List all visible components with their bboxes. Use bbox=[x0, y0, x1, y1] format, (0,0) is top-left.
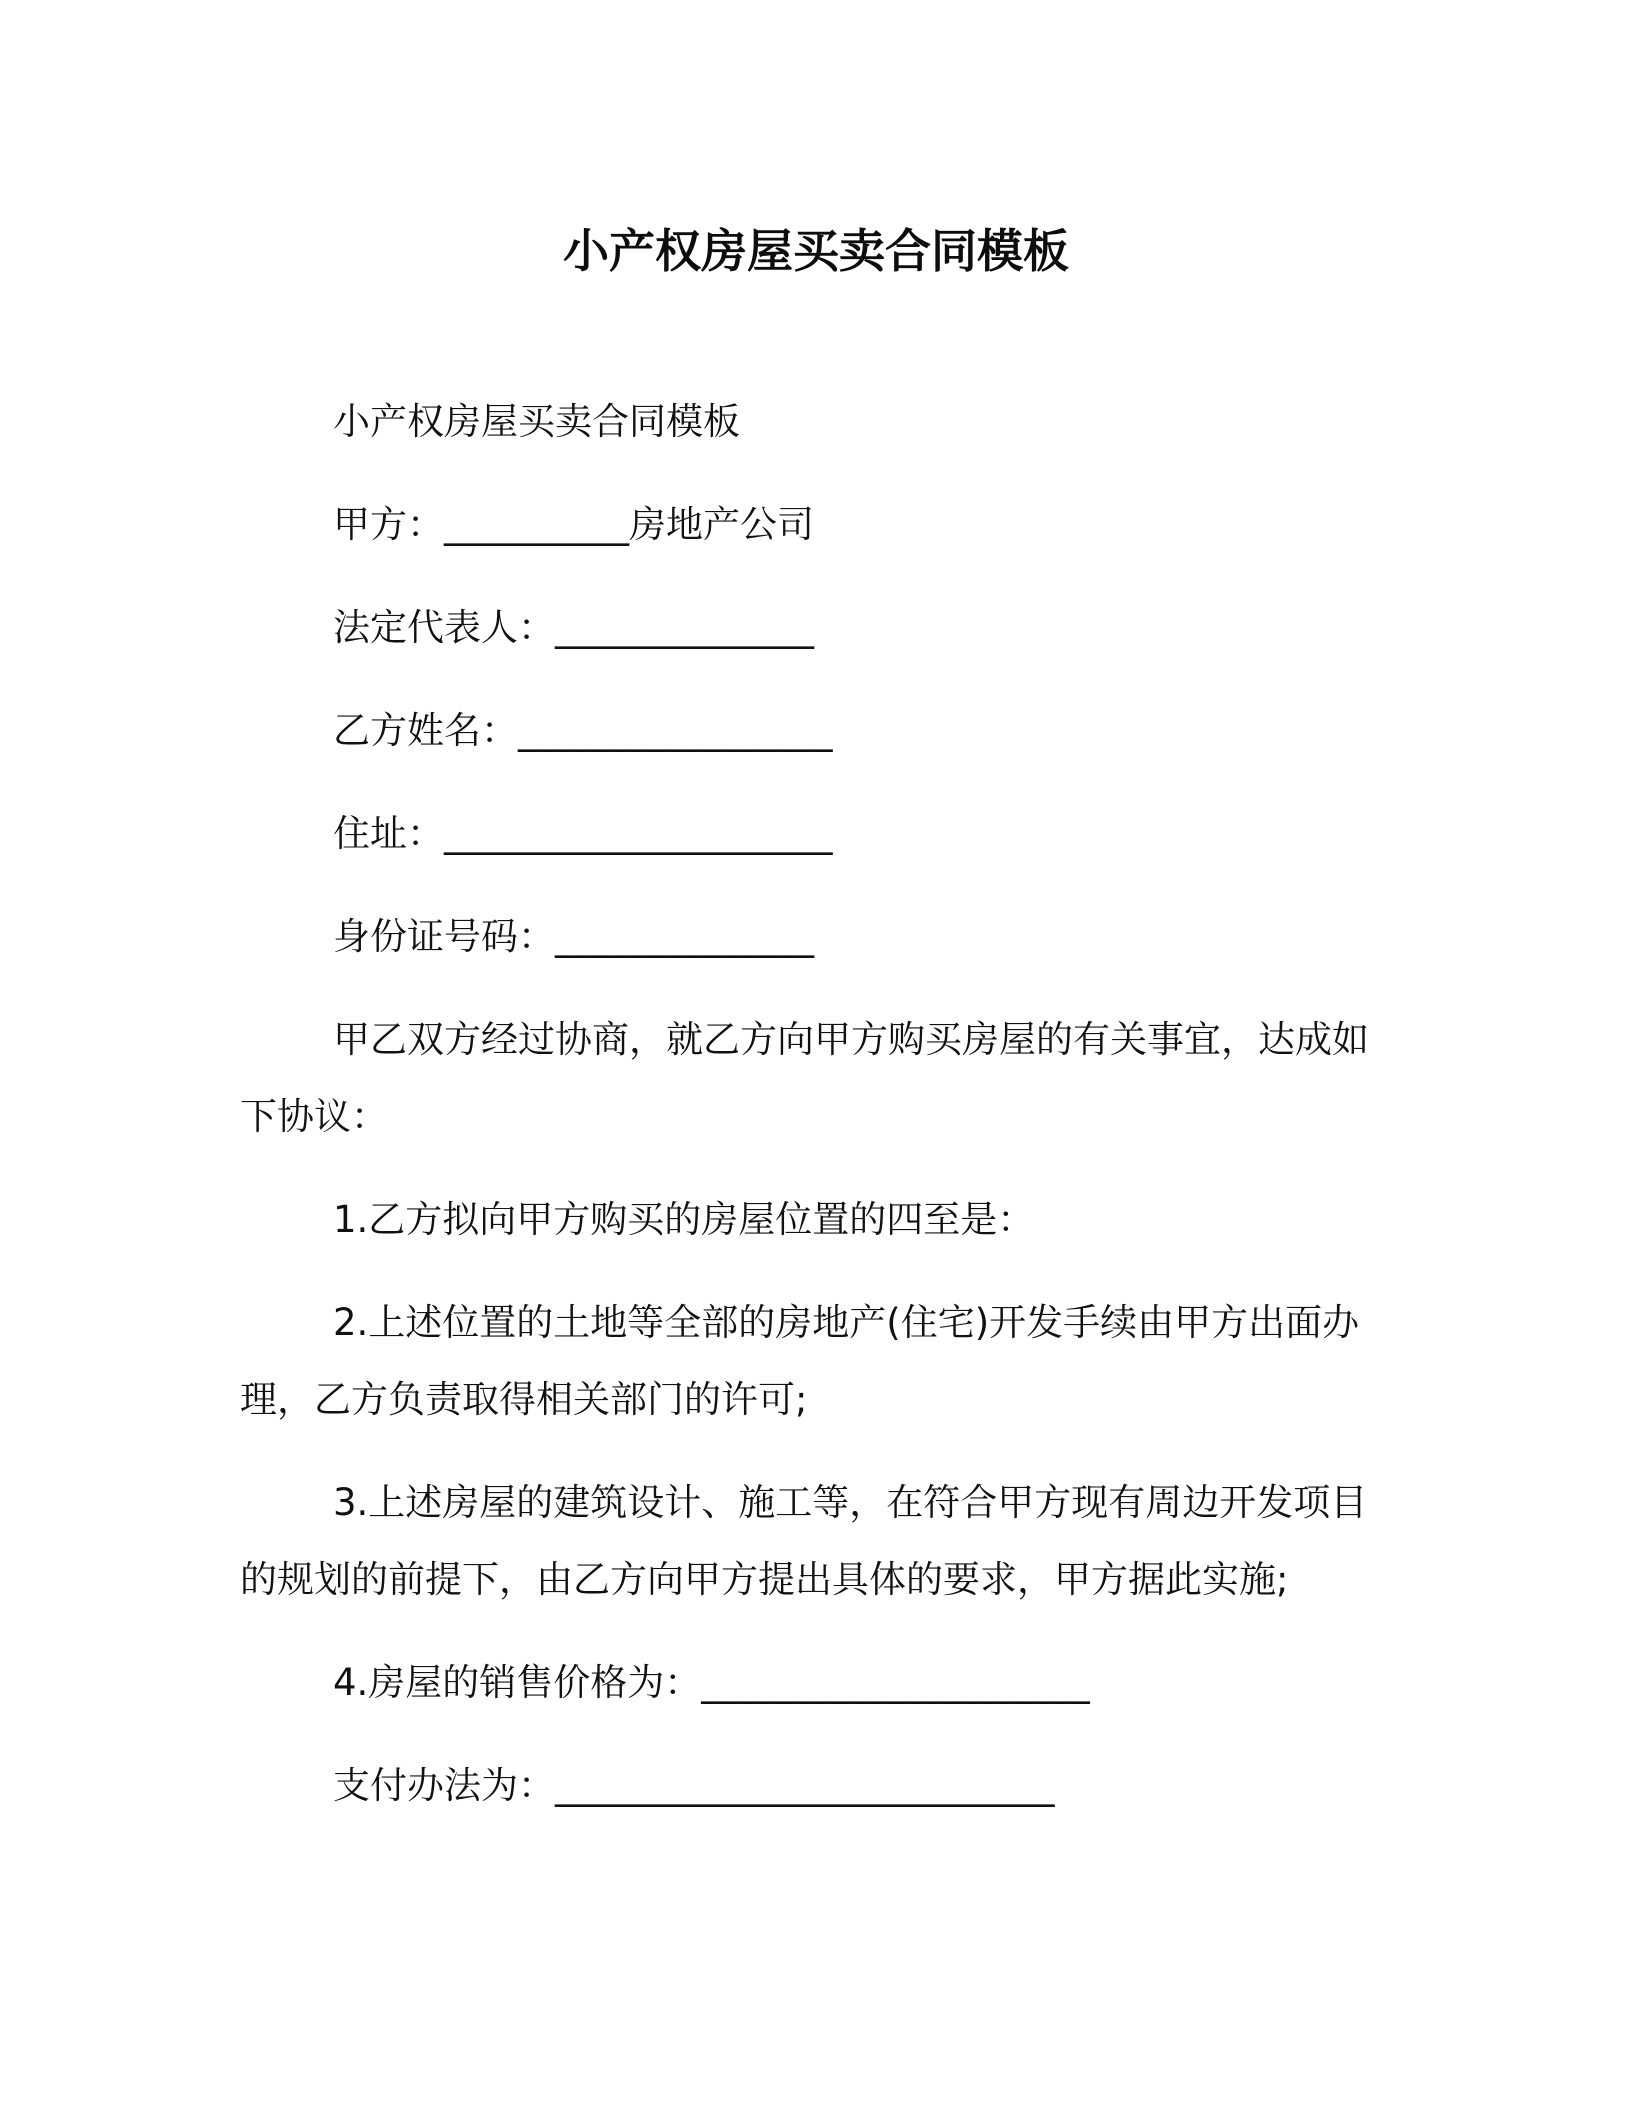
paragraph-line: 下协议： bbox=[240, 1095, 388, 1138]
paragraph-clause-1 bbox=[240, 1181, 1440, 1258]
paragraph-line: 乙方姓名：_________________ bbox=[333, 709, 833, 752]
document-title: 小产权房屋买卖合同模板 bbox=[563, 224, 1069, 278]
paragraph-clause-3 bbox=[240, 1464, 1440, 1618]
paragraph-line: 1.乙方拟向甲方购买的房屋位置的四至是： bbox=[333, 1198, 1035, 1241]
paragraph-line: 2.上述位置的土地等全部的房地产(住宅)开发手续由甲方出面办 bbox=[333, 1301, 1360, 1344]
paragraph-line: 甲乙双方经过协商，就乙方向甲方购买房屋的有关事宜，达成如 bbox=[333, 1018, 1369, 1061]
paragraph-legal-representative bbox=[240, 589, 1440, 666]
paragraph-line: 甲方：__________房地产公司 bbox=[333, 503, 814, 546]
paragraph-line: 的规划的前提下，由乙方向甲方提出具体的要求，甲方据此实施; bbox=[240, 1558, 1289, 1601]
paragraph-line: 4.房屋的销售价格为：_____________________ bbox=[333, 1661, 1090, 1704]
paragraph-line: 住址：_____________________ bbox=[333, 812, 833, 855]
paragraph-party-b-name bbox=[240, 692, 1440, 769]
paragraph-line: 身份证号码：______________ bbox=[333, 915, 814, 958]
paragraph-payment-method bbox=[240, 1747, 1440, 1824]
paragraph-line: 理，乙方负责取得相关部门的许可; bbox=[240, 1378, 808, 1421]
paragraph-line: 3.上述房屋的建筑设计、施工等，在符合甲方现有周边开发项目 bbox=[333, 1481, 1368, 1524]
paragraph-id-number bbox=[240, 898, 1440, 975]
paragraph-clause-4-price bbox=[240, 1644, 1440, 1721]
paragraph-heading bbox=[240, 383, 1440, 460]
paragraph-address bbox=[240, 795, 1440, 872]
paragraph-clause-2 bbox=[240, 1284, 1440, 1438]
paragraph-line: 法定代表人：______________ bbox=[333, 606, 814, 649]
paragraph-line: 支付办法为：___________________________ bbox=[333, 1764, 1055, 1807]
document-body bbox=[240, 383, 1440, 1850]
paragraph-party-a bbox=[240, 486, 1440, 563]
paragraph-agreement-intro bbox=[240, 1001, 1440, 1155]
paragraph-line: 小产权房屋买卖合同模板 bbox=[333, 400, 740, 443]
